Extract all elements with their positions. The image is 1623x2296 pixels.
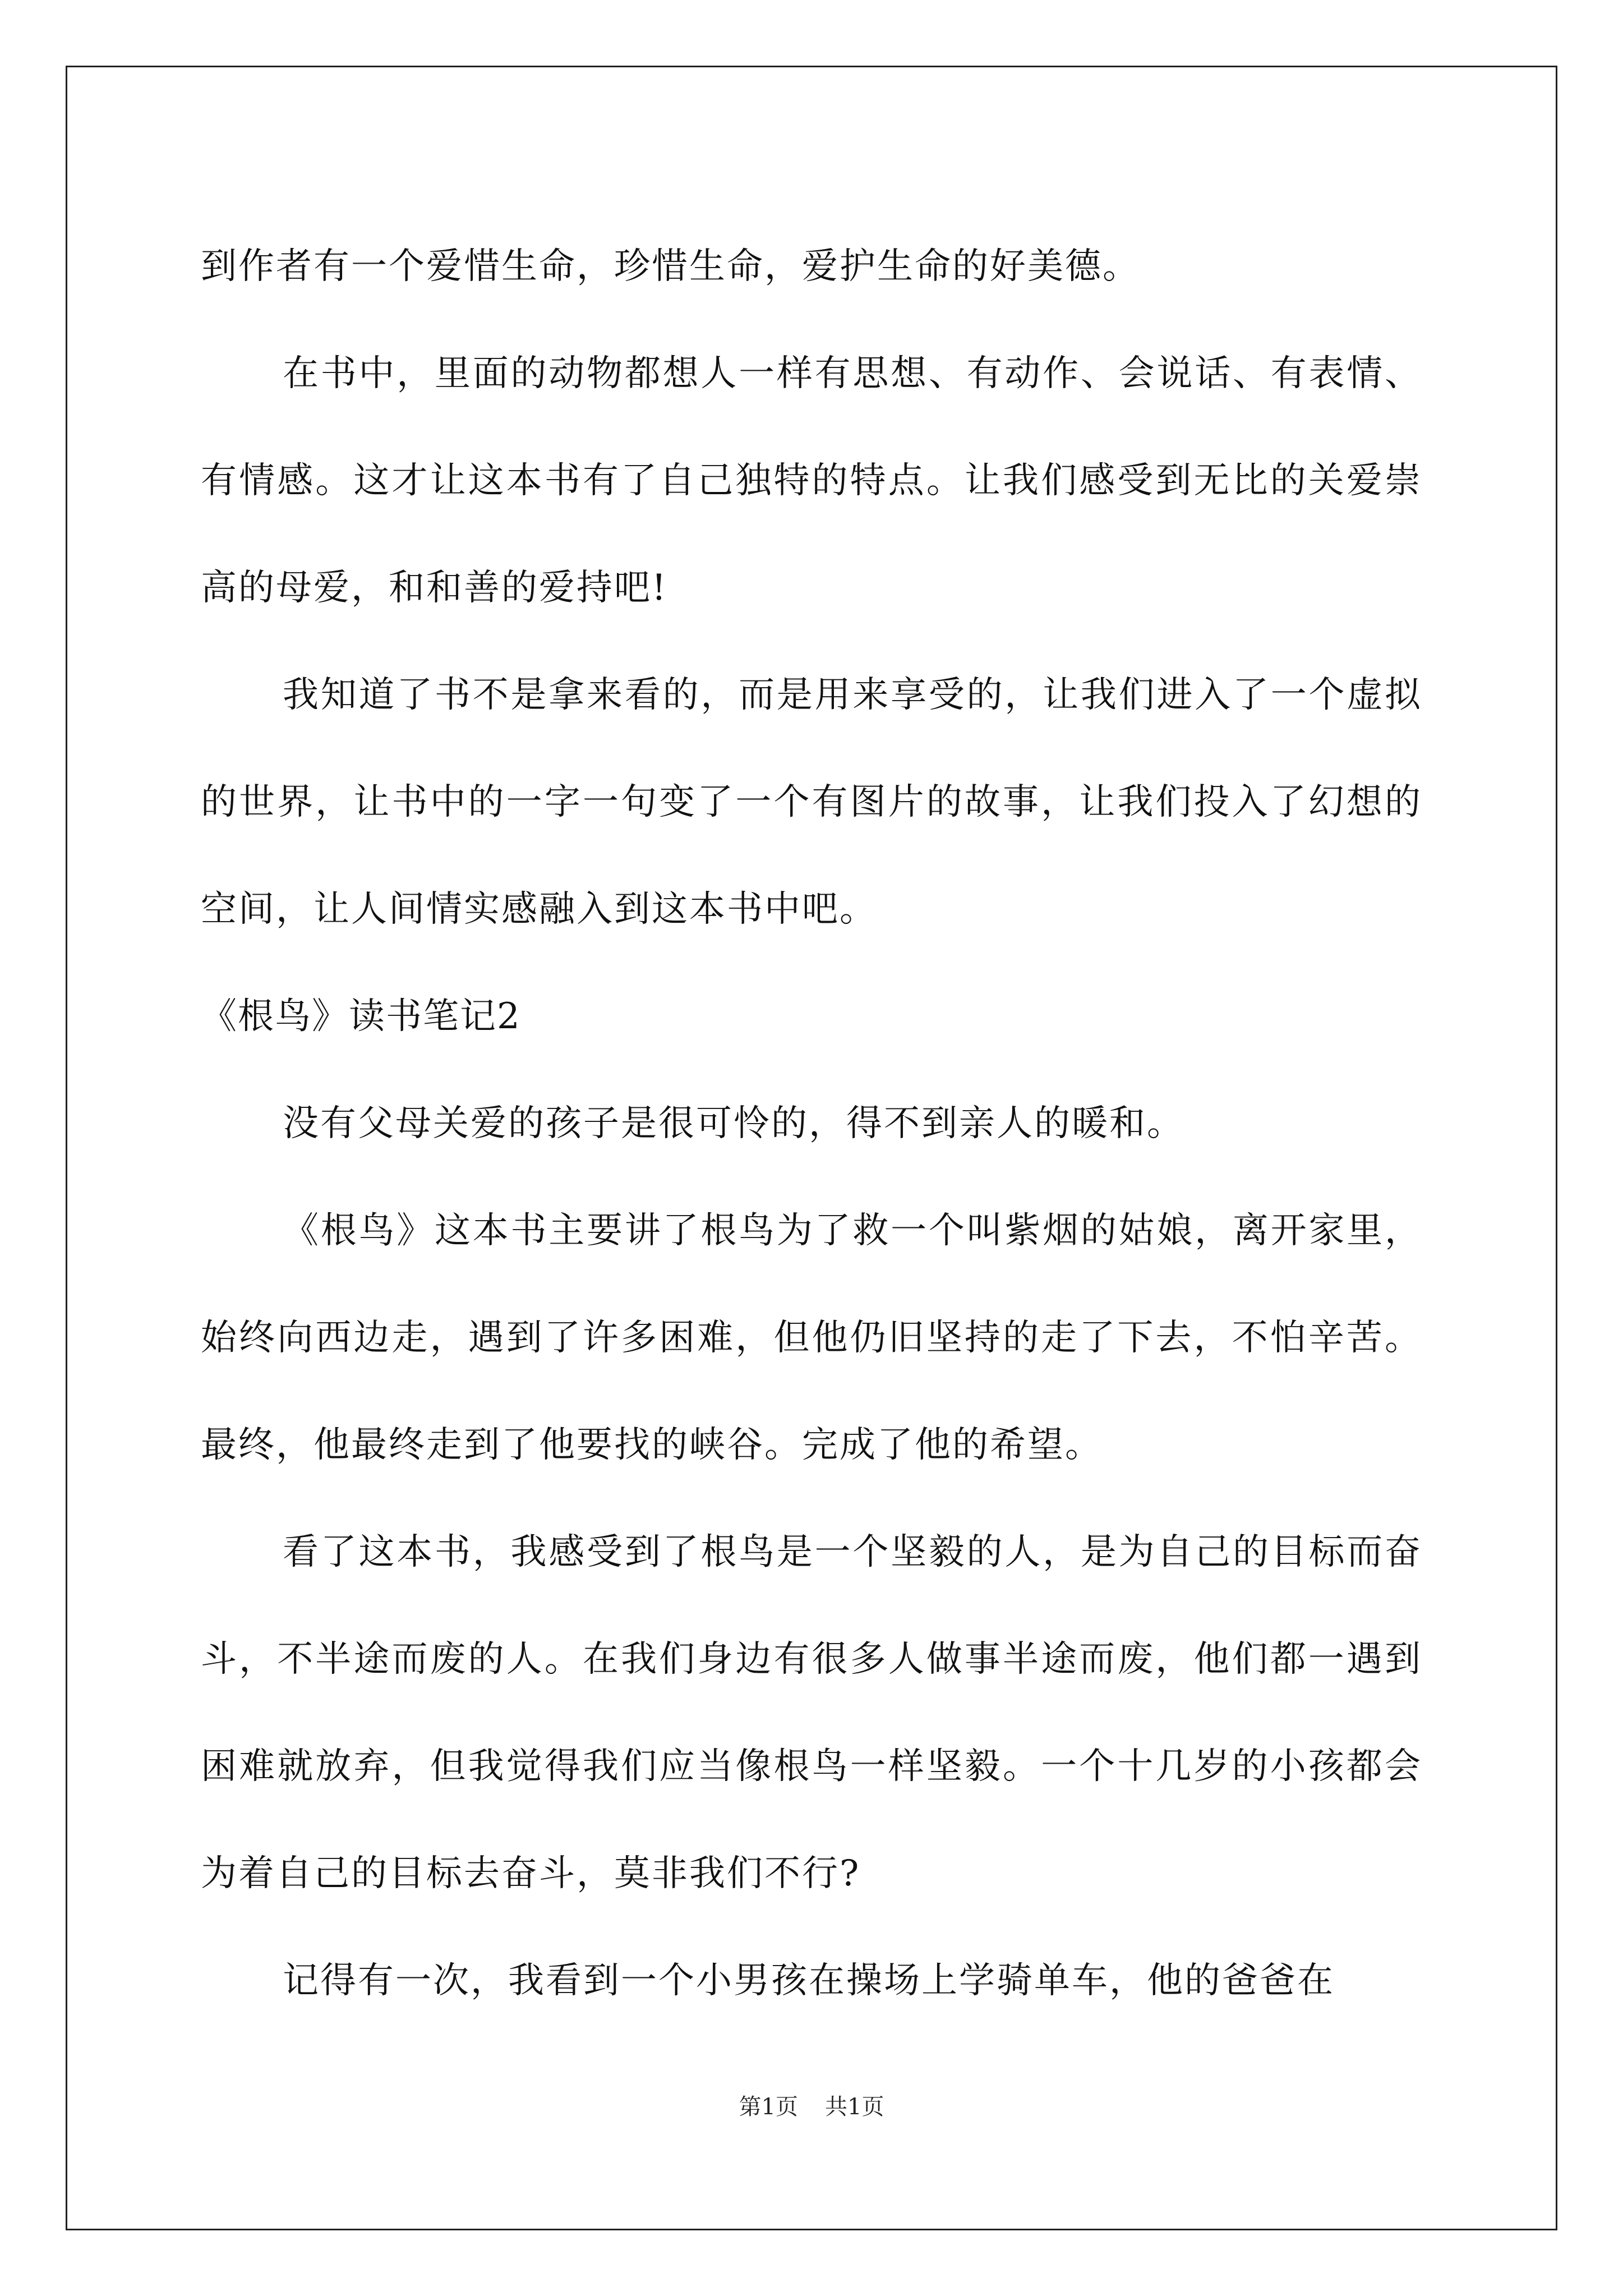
paragraph: 《根鸟》这本书主要讲了根鸟为了救一个叫紫烟的姑娘，离开家里，始终向西边走，遇到了许多困难，但他仍旧坚持的走了下去，不怕辛苦。最终，他最终走到了他要找的峡谷。完成了他的希望。 [201,1210,1422,1466]
section-heading: 《根鸟》读书笔记2 [201,996,521,1037]
paragraph: 我知道了书不是拿来看的，而是用来享受的，让我们进入了一个虚拟的世界，让书中的一字一句变了一个有图片的故事，让我们投入了幻想的空间，让人间情实感融入到这本书中吧。 [201,674,1422,930]
page-footer [0,2090,1623,2124]
page-number: 第1页 [739,2094,798,2120]
paragraph: 在书中，里面的动物都想人一样有思想、有动作、会说话、有表情、有情感。这才让这本书有了自己独特的特点。让我们感受到无比的关爱崇高的母爱，和和善的爱持吧! [201,353,1422,609]
paragraph: 没有父母关爱的孩子是很可怜的，得不到亲人的暖和。 [283,1103,1184,1144]
paragraph: 记得有一次，我看到一个小男孩在操场上学骑单车，他的爸爸在 [283,1960,1335,2001]
document-body [201,213,1422,2035]
paragraph: 看了这本书，我感受到了根鸟是一个坚毅的人，是为自己的目标而奋斗，不半途而废的人。在我们身边有很多人做事半途而废，他们都一遇到困难就放弃，但我觉得我们应当像根鸟一样坚毅。一个十几岁的小孩都会为着自己的目标去奋斗，莫非我们不行? [201,1531,1422,1894]
page-total: 共1页 [825,2094,884,2120]
paragraph: 到作者有一个爱惜生命，珍惜生命，爱护生命的好美德。 [201,246,1140,287]
